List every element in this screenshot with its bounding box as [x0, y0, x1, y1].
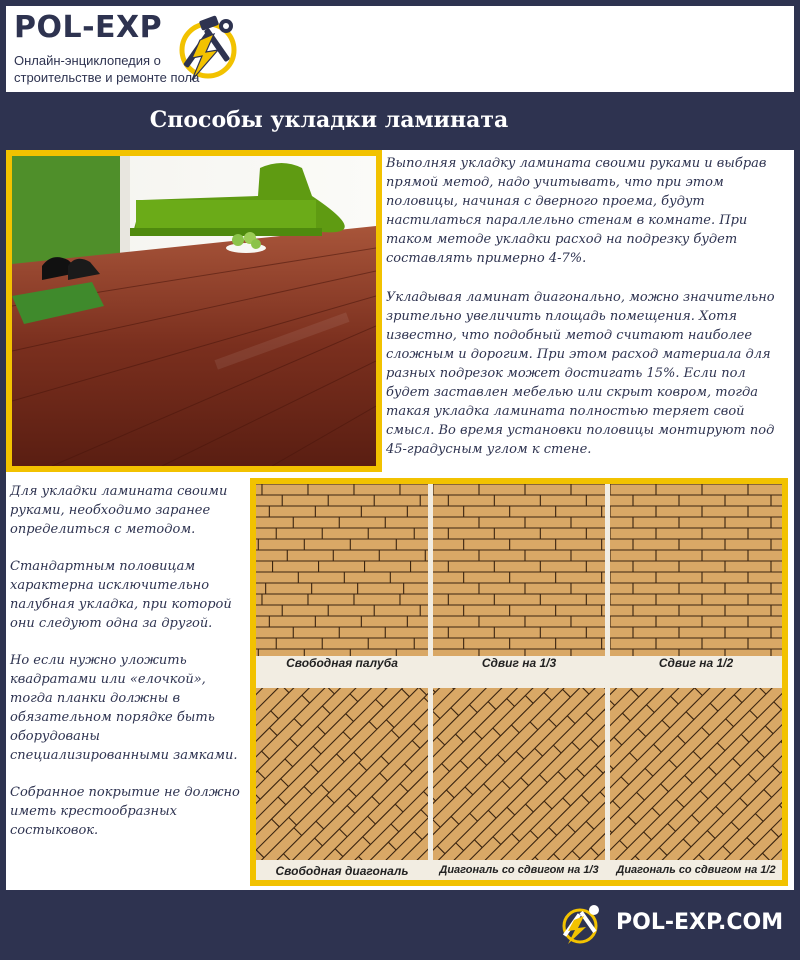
footer-site-text: POL-EXP.COM [616, 910, 784, 935]
pattern-cell-shift-half [610, 484, 782, 670]
left-text-column [10, 482, 246, 858]
pattern-label: Диагональ со сдвигом на 1/2 [616, 864, 776, 876]
pattern-shift-half-image [610, 484, 782, 656]
header [6, 6, 794, 92]
pattern-cell-shift-third [433, 484, 605, 670]
pattern-label: Свободная палуба [286, 656, 398, 670]
right-paragraph-1: Выполняя укладку ламината своими руками и выбрав прямой метод, надо учитывать, что при этом половицы, начиная с дверного проема, будут настилаться параллельно стенам в комнате. При таком методе укладки расход на подрезку будет составлять примерно 4-7%. [386, 156, 767, 266]
logo-text[interactable]: POL-EXP [14, 10, 163, 45]
pattern-cell-diagonal-third [433, 688, 605, 876]
page-title: Способы укладки ламината [6, 94, 652, 146]
pattern-diagonal-third-image [433, 688, 605, 860]
title-bar [6, 94, 652, 146]
left-paragraph-1: Для укладки ламината своими руками, необходимо заранее определиться с методом. [10, 484, 228, 537]
pattern-cell-diagonal [256, 688, 428, 878]
pattern-cell-deck [256, 484, 428, 670]
content [6, 150, 794, 890]
pattern-diagonal-half-image [610, 688, 782, 860]
pattern-label: Сдвиг на 1/2 [658, 656, 734, 670]
pattern-shift-third-image [433, 484, 605, 656]
pattern-label: Диагональ со сдвигом на 1/3 [439, 864, 599, 876]
pattern-deck-image [256, 484, 428, 656]
photo-frame [6, 150, 382, 472]
left-paragraph-4: Собранное покрытие не должно иметь крестообразных состыковок. [10, 785, 240, 838]
right-paragraph-2: Укладывая ламинат диагонально, можно значительно зрительно увеличить площадь помещения. Хотя известно, что подобный метод считают наиболее сложным и дорогим. При этом расход материала для разных подрезок может достигать 15%. Если пол будет заставлен мебелью или скрыт ковром, тогда такая укладка ламината полностью теряет свой смысл. Во время установки половицы монтируют под 45-градусным углом к стене. [386, 290, 775, 457]
pattern-diagonal-image [256, 688, 428, 860]
left-paragraph-2: Стандартным половицам характерна исключительно палубная укладка, при которой они следуют одна за другой. [10, 559, 232, 631]
pattern-cell-diagonal-half [610, 688, 782, 876]
pattern-label: Свободная диагональ [275, 864, 409, 878]
left-paragraph-3: Но если нужно уложить квадратами или «елочкой», тогда планки должны в обязательном порядке быть оборудованы специализированными замками. [10, 653, 238, 763]
patterns-frame [250, 478, 788, 886]
laminate-floor-photo [12, 156, 376, 466]
tools-lightning-icon [554, 902, 610, 946]
pattern-label: Сдвиг на 1/3 [481, 656, 557, 670]
footer-logo[interactable] [554, 902, 784, 946]
logo-tagline: Онлайн-энциклопедия о строительстве и ремонте пола [14, 53, 200, 85]
patterns-grid [256, 484, 782, 880]
